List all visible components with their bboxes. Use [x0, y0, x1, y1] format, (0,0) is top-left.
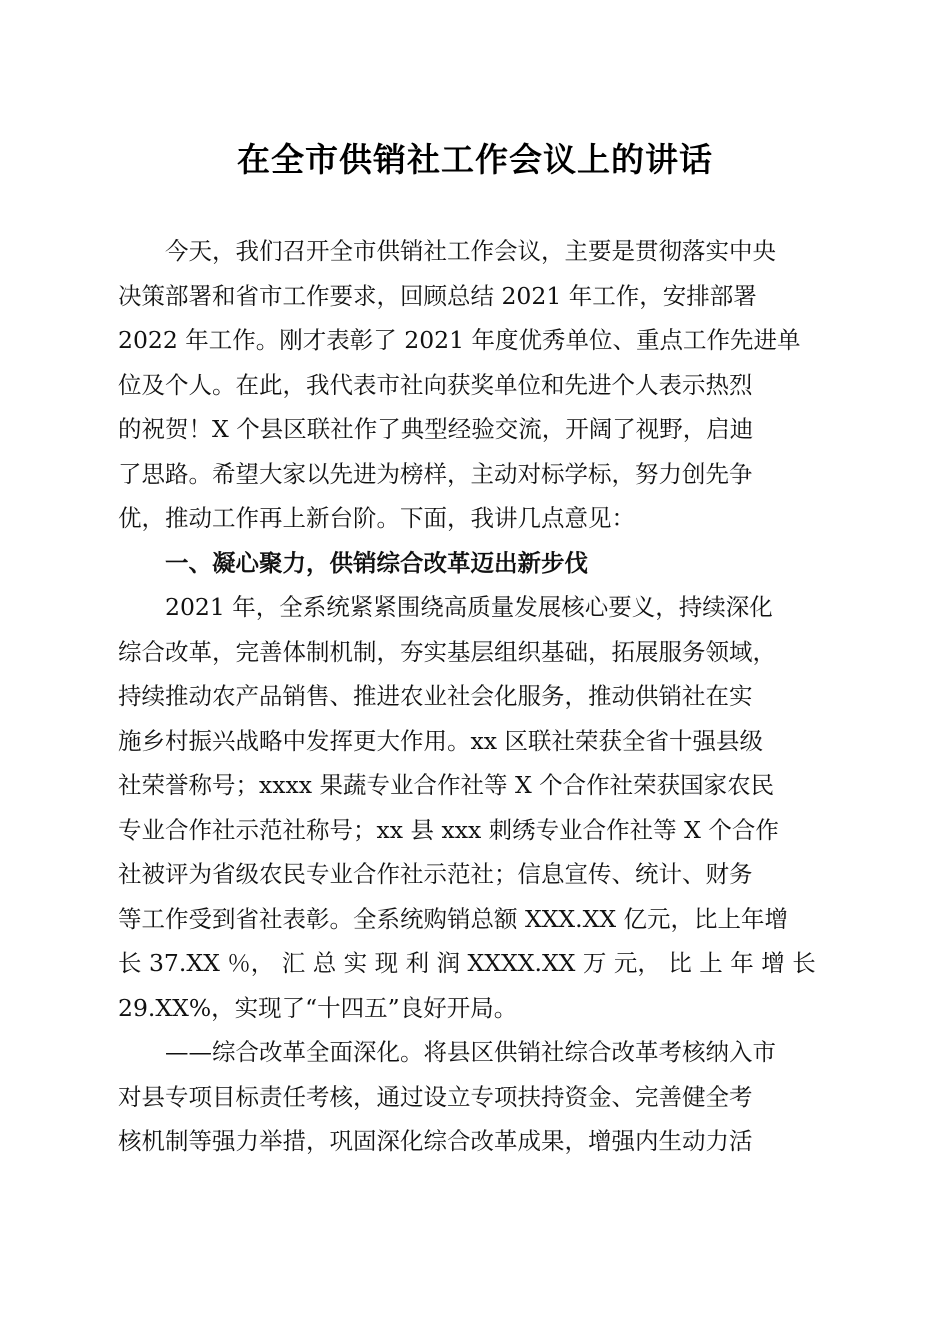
- text-line: 了思路。希望大家以先进为榜样，主动对标学标，努力创先争: [118, 459, 753, 488]
- text-line: 位及个人。在此，我代表市社向获奖单位和先进个人表示热烈: [118, 370, 753, 399]
- text-line: 今天，我们召开全市供销社工作会议，主要是贯彻落实中央: [165, 237, 776, 265]
- text-line: 决策部署和省市工作要求，回顾总结 2021 年工作，安排部署: [118, 281, 757, 310]
- text-line: 综合改革，完善体制机制，夯实基层组织基础，拓展服务领域，: [118, 637, 776, 666]
- document-body: [118, 229, 830, 1164]
- text-line: 2021 年，全系统紧紧围绕高质量发展核心要义，持续深化: [165, 593, 773, 621]
- document-title: 在全市供销社工作会议上的讲话: [237, 140, 713, 179]
- text-line: 社被评为省级农民专业合作社示范社；信息宣传、统计、财务: [118, 860, 753, 888]
- text-line: 优，推动工作再上新台阶。下面，我讲几点意见：: [118, 504, 635, 532]
- section-heading: [118, 541, 830, 586]
- text-line: 持续推动农产品销售、推进农业社会化服务，推动供销社在实: [118, 682, 753, 710]
- text-line: 对县专项目标责任考核，通过设立专项扶持资金、完善健全考: [118, 1082, 753, 1111]
- paragraph-reform: [118, 1030, 830, 1164]
- text-line: 长 37.XX ％， 汇 总 实 现 利 润 XXXX.XX 万 元， 比 上 年 增 长: [118, 949, 816, 977]
- text-line: ——综合改革全面深化。将县区供销社综合改革考核纳入市: [165, 1038, 776, 1066]
- text-line: 2022 年工作。刚才表彰了 2021 年度优秀单位、重点工作先进单: [118, 326, 801, 354]
- text-line: 等工作受到省社表彰。全系统购销总额 XXX.XX 亿元，比上年增: [118, 904, 789, 933]
- text-line: 的祝贺！X 个县区联社作了典型经验交流，开阔了视野，启迪: [118, 415, 754, 443]
- heading-text: 一、凝心聚力，供销综合改革迈出新步伐: [165, 548, 588, 577]
- text-line: 29.XX%，实现了“十四五”良好开局。: [118, 993, 518, 1022]
- text-line: 核机制等强力举措，巩固深化综合改革成果，增强内生动力活: [118, 1127, 753, 1155]
- text-line: 施乡村振兴战略中发挥更大作用。xx 区联社荣获全省十强县级: [118, 726, 763, 755]
- paragraph-intro: [118, 229, 830, 541]
- text-line: 社荣誉称号；xxxx 果蔬专业合作社等 X 个合作社荣获国家农民: [118, 771, 775, 799]
- text-line: 专业合作社示范社称号；xx 县 xxx 刺绣专业合作社等 X 个合作: [118, 815, 779, 844]
- paragraph-2021-summary: [118, 585, 830, 1030]
